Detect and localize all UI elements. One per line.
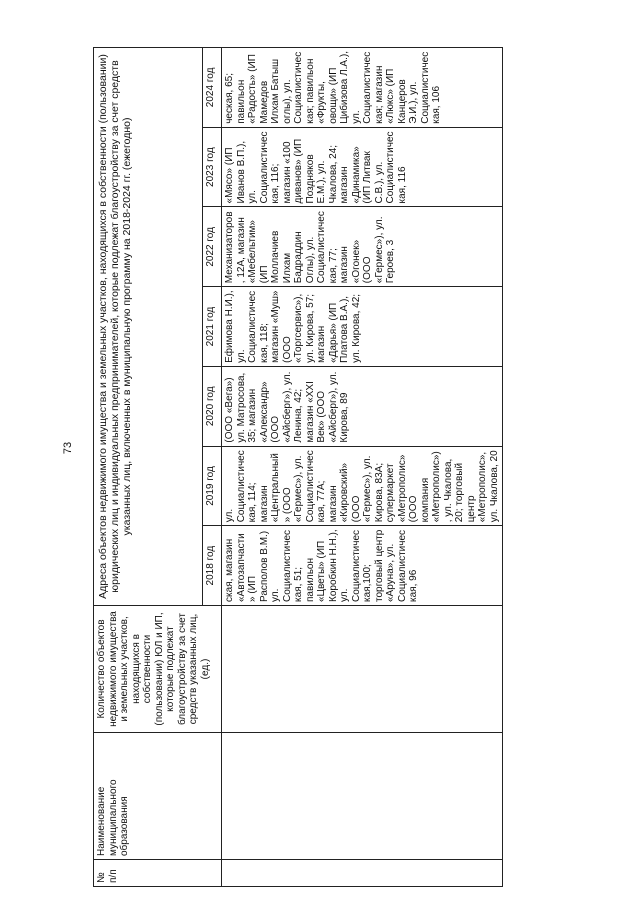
header-row <box>94 48 203 887</box>
header-addresses: Адреса объектов недвижимого имущества и земельных участков, находящихся в собственности (пользовании) юридических лиц и индивидуальных предпринимателей, которые подлежат благоустройству за счет средств указанных лиц, включенных в муниципальную программу на 2018-2024 гг. (ежегодно) <box>94 48 203 606</box>
row-num <box>222 860 503 887</box>
year-2023: 2023 год <box>203 127 222 207</box>
year-2020: 2020 год <box>203 366 222 446</box>
cell-2021: Ефимова Н.И.), ул. Социалистическая, 118; магазин «Муш» (ООО «Торгсервис»), ул. Кирова, 57; магазин «Дарья» (ИП Платова В.А.), ул. Кирова, 42; <box>222 287 503 367</box>
programme-table <box>93 47 503 887</box>
year-2018: 2018 год <box>203 526 222 606</box>
year-2021: 2021 год <box>203 287 222 367</box>
page-number: 73 <box>62 441 74 455</box>
header-object-count: Количество объектов недвижимого имущества и земельных участков, находящихся в собственности (пользовании) ЮЛ и ИП, которые подлежат благоустройству за счет средств указанных лиц, (ед.) <box>94 606 222 733</box>
cell-2024: ческая, 65; павильон «Радость» (ИП Мамедов Илхам Батыш оглы), ул. Социалистическая; павильон «Фрукты, овощи» (ИП Цибизова Л.А.), ул. Социалистическая; магазин «Люкс» (ИП Канцеров Э.И.), ул. Социалистическая, 106 <box>222 48 503 128</box>
year-2024: 2024 год <box>203 48 222 128</box>
header-num: № п/п <box>94 860 222 887</box>
table-row <box>222 48 503 887</box>
header-municipality: Наименование муниципального образования <box>94 733 222 860</box>
year-2019: 2019 год <box>203 446 222 526</box>
cell-2019: ул. Социалистическая, 114; магазин «Центральный» (ООО «Гермес»), ул. Социалистическая, 77А; магазин «Кировский» (ООО «Гермес»), ул. Кирова, 83А; супермаркет «Метрополис» (ООО компания «Метрополис»), ул. Чкалова, 20; торговый центр «Метрополис», ул. Чкалова, 20 <box>222 446 503 526</box>
year-2022: 2022 год <box>203 207 222 287</box>
row-municipality <box>222 733 503 860</box>
cell-2022: Механизаторов, 12А, магазин «Мебельтим» (ИП Моллачиев Илхам Бадраддин Оглы), ул. Социалистическая, 77; магазин «Огонек» (ООО «Гермес»), ул. Героев, 3 <box>222 207 503 287</box>
cell-2023: «Мясо» (ИП Иванов В.П.), ул. Социалистическая, 116; магазин «100 диванов» (ИП Поздняков Е.М.), ул. Чкалова, 24; магазин «Динамика» (ИП Литвак С.В.), ул. Социалистическая, 116 <box>222 127 503 207</box>
row-count <box>222 606 503 733</box>
rotated-table-wrapper <box>93 47 503 887</box>
cell-2020: (ООО «Вега») ул. Матросова, 35; магазин «Александр» (ООО «Айсберг»), ул. Ленина, 42; магазин «XXI Век» (ООО «Айсберг»), ул. Кирова, 89 <box>222 366 503 446</box>
cell-2018: ская, магазин «Автозапчасти» (ИП Располов В.М.) ул. Социалистическая, 51; павильон «Цветы» (ИП Коробкин Н.Н.), ул. Социалистическая,100; торговый центр «Аруна», ул. Социалистическая, 96 <box>222 526 503 606</box>
